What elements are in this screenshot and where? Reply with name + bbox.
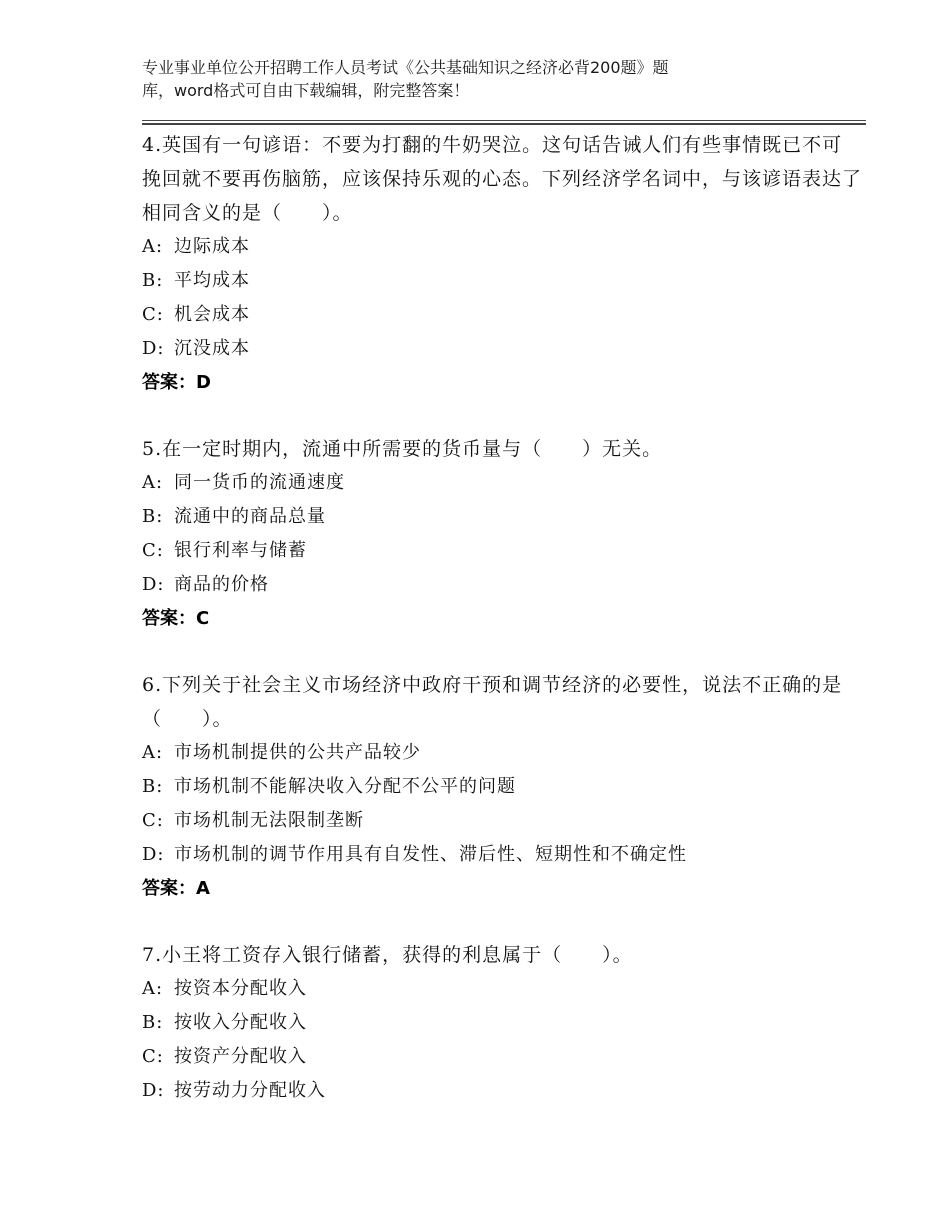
option-text: 商品的价格 (174, 574, 269, 595)
option-text: 按劳动力分配收入 (174, 1080, 326, 1101)
question-stem: 6.下列关于社会主义市场经济中政府干预和调节经济的必要性，说法不正确的是（ ）。 (142, 674, 843, 730)
question-stem: 5.在一定时期内，流通中所需要的货币量与（ ）无关。 (142, 438, 663, 460)
option-letter: C: (142, 540, 164, 561)
option-d (142, 332, 862, 366)
option-text: 银行利率与储蓄 (174, 540, 307, 561)
option-text: 流通中的商品总量 (174, 506, 326, 527)
option-letter: A: (142, 978, 164, 999)
option-text: 市场机制不能解决收入分配不公平的问题 (174, 776, 516, 797)
option-letter: C: (142, 304, 164, 325)
option-text: 平均成本 (174, 270, 250, 291)
question-stem: 7.小王将工资存入银行储蓄，获得的利息属于（ ）。 (142, 944, 633, 966)
option-d (142, 838, 862, 872)
option-text: 按收入分配收入 (174, 1012, 307, 1033)
answer-label: 答案：A (142, 878, 210, 899)
header-line-2: 库，word格式可自由下载编辑，附完整答案！ (142, 81, 470, 100)
question-stem: 4.英国有一句谚语：不要为打翻的牛奶哭泣。这句话告诫人们有些事情既已不可挽回就不要再伤脑筋，应该保持乐观的心态。下列经济学名词中，与该谚语表达了相同含义的是（ ）。 (142, 134, 863, 224)
option-c (142, 1040, 862, 1074)
option-d (142, 1074, 862, 1108)
question-6 (142, 668, 862, 906)
option-letter: B: (142, 270, 164, 291)
document-header (142, 56, 782, 102)
option-letter: A: (142, 236, 164, 257)
option-c (142, 804, 862, 838)
header-line-1: 专业事业单位公开招聘工作人员考试《公共基础知识之经济必背200题》题 (142, 58, 669, 77)
option-text: 市场机制无法限制垄断 (174, 810, 364, 831)
answer-label: 答案：D (142, 372, 211, 393)
option-a (142, 736, 862, 770)
option-text: 市场机制提供的公共产品较少 (174, 742, 421, 763)
header-divider (142, 120, 866, 125)
option-letter: C: (142, 1046, 164, 1067)
option-text: 市场机制的调节作用具有自发性、滞后性、短期性和不确定性 (174, 844, 687, 865)
option-c (142, 298, 862, 332)
option-letter: A: (142, 742, 164, 763)
answer-label: 答案：C (142, 608, 210, 629)
option-a (142, 466, 862, 500)
option-c (142, 534, 862, 568)
option-b (142, 264, 862, 298)
option-letter: D: (142, 1080, 165, 1101)
question-list (142, 128, 862, 1140)
option-letter: B: (142, 1012, 164, 1033)
option-b (142, 500, 862, 534)
question-5 (142, 432, 862, 636)
option-text: 机会成本 (174, 304, 250, 325)
option-text: 按资本分配收入 (174, 978, 307, 999)
option-letter: A: (142, 472, 164, 493)
option-d (142, 568, 862, 602)
question-4 (142, 128, 862, 400)
option-b (142, 1006, 862, 1040)
option-letter: D: (142, 338, 165, 359)
option-letter: C: (142, 810, 164, 831)
option-letter: B: (142, 776, 164, 797)
option-letter: D: (142, 844, 165, 865)
option-a (142, 230, 862, 264)
option-b (142, 770, 862, 804)
option-text: 同一货币的流通速度 (174, 472, 345, 493)
option-text: 边际成本 (174, 236, 250, 257)
option-text: 按资产分配收入 (174, 1046, 307, 1067)
option-letter: D: (142, 574, 165, 595)
option-a (142, 972, 862, 1006)
question-7 (142, 938, 862, 1108)
option-letter: B: (142, 506, 164, 527)
option-text: 沉没成本 (174, 338, 250, 359)
